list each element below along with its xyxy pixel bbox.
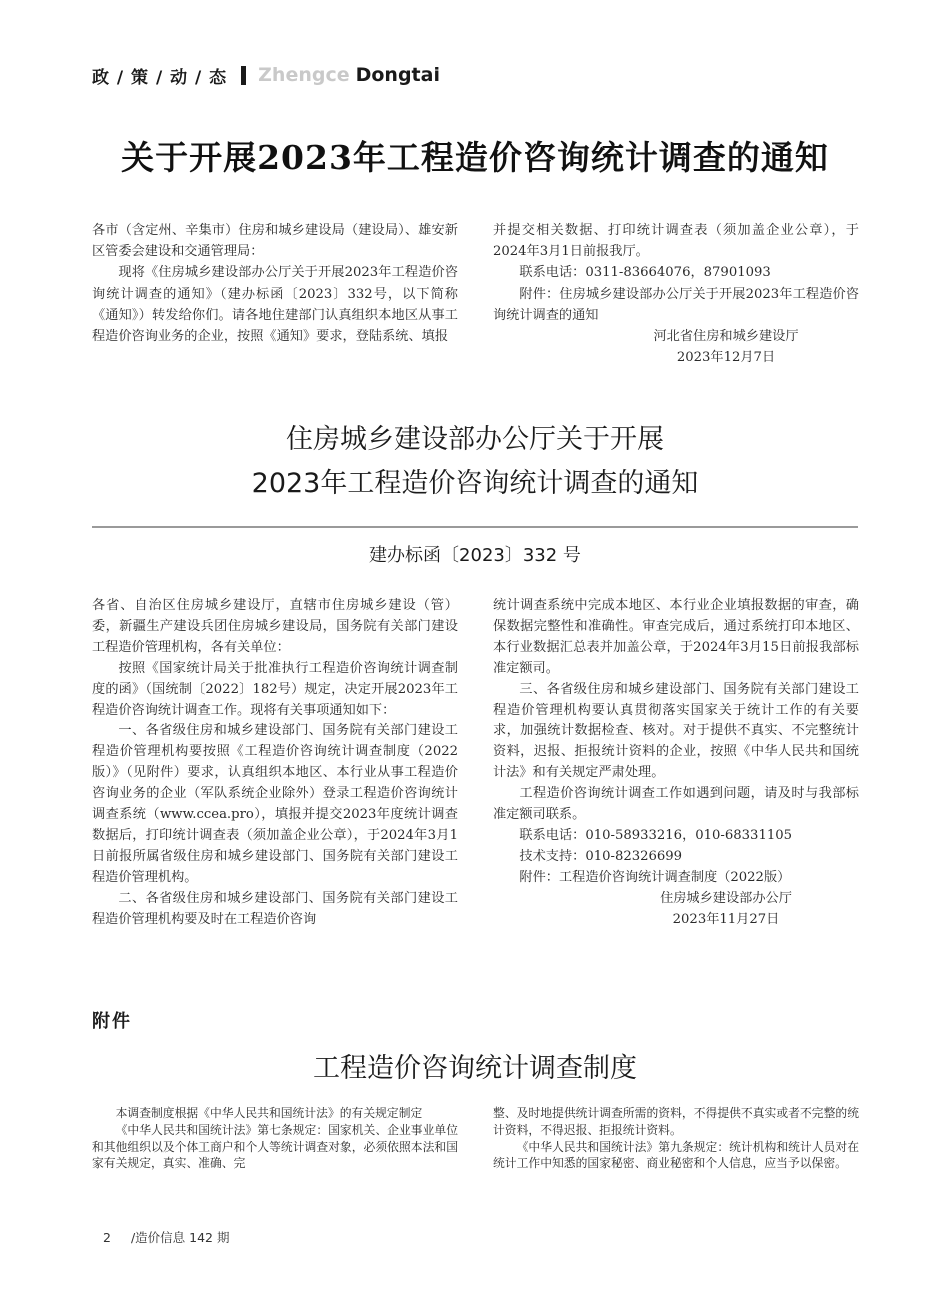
attachment-paragraph: 本调查制度根据《中华人民共和国统计法》的有关规定制定 [115, 1106, 423, 1120]
ministry-paragraph: 工程造价咨询统计调查工作如遇到问题，请及时与我部标准定额司联系。 [493, 786, 859, 823]
page-number: 2 [103, 1230, 111, 1245]
notice-paragraph: 并提交相关数据、打印统计调查表（须加盖企业公章），于2024年3月1日前报我厅。 [493, 223, 859, 260]
notice-signature: 河北省住房和城乡建设厅 [653, 329, 799, 345]
ministry-paragraph: 统计调查系统中完成本地区、本行业企业填报数据的审查，确保数据完整性和准确性。审查完成后，通过系统打印本地区、本行业数据汇总表并加盖公章，于2024年3月15日前报我部标准定额司。 [493, 598, 859, 676]
ministry-tech-support: 技术支持：010-82326699 [519, 848, 683, 864]
ministry-right-column [493, 596, 859, 931]
ministry-left-column [92, 596, 458, 931]
page-footer [103, 1228, 229, 1246]
document-number: 建办标函〔2023〕332 号 [369, 545, 581, 566]
ministry-title-line2: 2023年工程造价咨询统计调查的通知 [251, 468, 699, 499]
section-title-en-dark: Dongtai [355, 64, 440, 86]
notice-left-column [92, 220, 458, 347]
attachment-title: 工程造价咨询统计调查制度 [313, 1053, 637, 1084]
attachment-paragraph: 《中华人民共和国统计法》第九条规定：统计机构和统计人员对在统计工作中知悉的国家秘密、商业秘密和个人信息，应当予以保密。 [493, 1139, 859, 1171]
section-header [92, 62, 440, 88]
attachment-paragraph: 《中华人民共和国统计法》第七条规定：国家机关、企业事业单位和其他组织以及个体工商户和个人等统计调查对象，必须依照本法和国家有关规定，真实、准确、完 [92, 1122, 458, 1171]
ministry-paragraph: 三、各省级住房和城乡建设部门、国务院有关部门建设工程造价管理机构要认真贯彻落实国家关于统计工作的有关要求，加强统计数据检查、核对。对于提供不真实、不完整统计资料，迟报、拒报统计资料的企业，按照《中华人民共和国统计法》和有关规定严肃处理。 [493, 681, 859, 781]
ministry-title-line1: 住房城乡建设部办公厅关于开展 [286, 424, 664, 455]
ministry-paragraph: 二、各省级住房和城乡建设部门、国务院有关部门建设工程造价管理机构要及时在工程造价咨询 [92, 890, 458, 927]
ministry-signature: 住房城乡建设部办公厅 [660, 890, 792, 906]
header-divider-bar [241, 66, 246, 85]
notice-paragraph: 现将《住房城乡建设部办公厅关于开展2023年工程造价咨询统计调查的通知》（建办标函〔2023〕332号，以下简称《通知》）转发给你们。请各地住建部门认真组织本地区从事工程造价咨询业务的企业，按照《通知》要求，登陆系统、填报 [92, 265, 458, 345]
ministry-paragraph: 一、各省级住房和城乡建设部门、国务院有关部门建设工程造价管理机构要按照《工程造价咨询统计调查制度（2022版）》（见附件）要求，认真组织本地区、本行业从事工程造价咨询业务的企业（军队系统企业除外）登录工程造价咨询统计调查系统（www.ccea.pro），填报并提交2023年度统计调查数据后，打印统计调查表（须加盖企业公章），于2024年3月1日前报所属省级住房和城乡建设部门、国务院有关部门建设工程造价管理机构。 [92, 723, 458, 885]
attachment-left-column [92, 1105, 458, 1172]
notice-contact-phone: 联系电话：0311-83664076，87901093 [519, 265, 771, 281]
title-divider [92, 526, 858, 528]
notice-title: 关于开展2023年工程造价咨询统计调查的通知 [121, 138, 829, 177]
section-title-en-light: Zhengce [258, 64, 350, 86]
publication-name: /造价信息 142 期 [130, 1230, 230, 1245]
ministry-notice-title [60, 418, 890, 506]
notice-salutation: 各市（含定州、辛集市）住房和城乡建设局（建设局）、雄安新区管委会建设和交通管理局： [92, 223, 458, 260]
notice-attachment-ref: 附件：住房城乡建设部办公厅关于开展2023年工程造价咨询统计调查的通知 [493, 286, 859, 323]
ministry-salutation: 各省、自治区住房城乡建设厅，直辖市住房城乡建设（管）委，新疆生产建设兵团住房城乡建设局，国务院有关部门建设工程造价管理机构，各有关单位： [92, 598, 458, 655]
section-title-cn: 政 / 策 / 动 / 态 [92, 67, 228, 88]
ministry-contact-phone: 联系电话：010-58933216，010-68331105 [519, 827, 793, 843]
notice-date: 2023年12月7日 [676, 350, 776, 366]
attachment-label: 附件 [92, 1011, 132, 1032]
notice-right-column [493, 220, 859, 368]
ministry-paragraph: 按照《国家统计局关于批准执行工程造价咨询统计调查制度的函》（国统制〔2022〕182号）规定，决定开展2023年工程造价咨询统计调查工作。现将有关事项通知如下： [92, 660, 458, 718]
ministry-attachment-ref: 附件：工程造价咨询统计调查制度（2022版） [519, 869, 791, 885]
attachment-right-column [493, 1105, 859, 1172]
attachment-paragraph: 整、及时地提供统计调查所需的资料，不得提供不真实或者不完整的统计资料，不得迟报、拒报统计资料。 [493, 1106, 859, 1137]
ministry-date: 2023年11月27日 [672, 911, 780, 927]
